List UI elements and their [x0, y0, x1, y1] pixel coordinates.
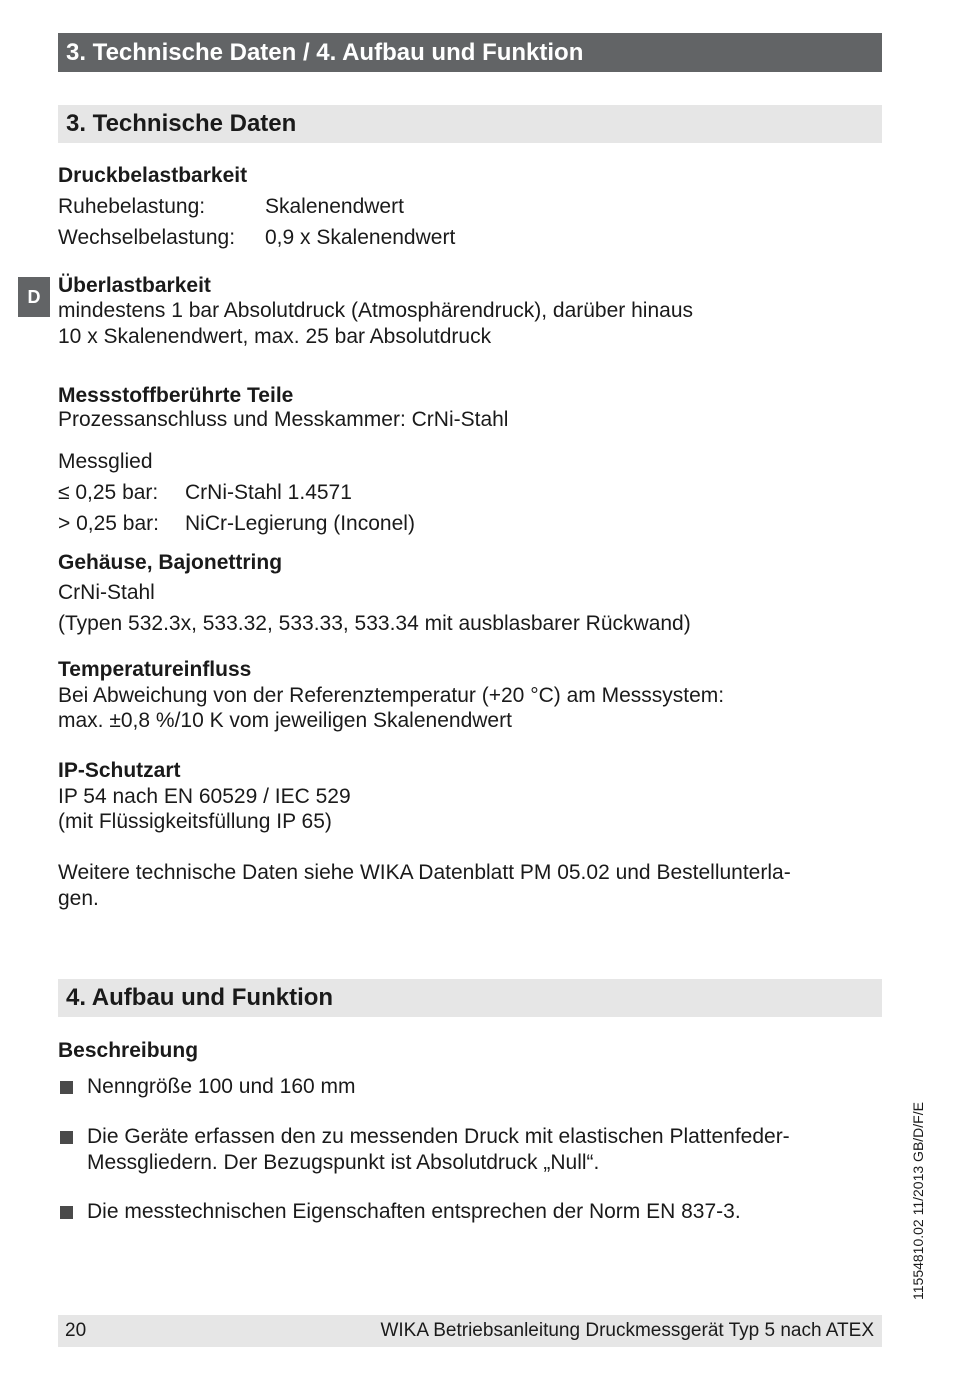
list-item-text: Die Geräte erfassen den zu messenden Druck mit elastischen Plattenfeder- Messgliedern. Der Bezugspunkt ist Absolutdruck „Null“. — [87, 1125, 790, 1174]
ueberlastbarkeit-text-2: 10 x Skalenendwert, max. 25 bar Absolutdruck — [58, 325, 492, 348]
page-footer — [58, 1315, 882, 1347]
document-code: 11554810.02 11/2013 GB/D/F/E — [910, 1102, 926, 1300]
ip-text-2: (mit Flüssigkeitsfüllung IP 65) — [58, 810, 332, 833]
list-item-text: Die messtechnischen Eigenschaften entsprechen der Norm EN 837-3. — [87, 1200, 741, 1223]
spec-value: NiCr-Legierung (Inconel) — [185, 512, 415, 535]
beschreibung-heading: Beschreibung — [58, 1039, 199, 1062]
square-bullet-icon — [60, 1206, 73, 1219]
spec-label: Wechselbelastung: — [58, 226, 236, 249]
square-bullet-icon — [60, 1131, 73, 1144]
section-3-title: 3. Technische Daten — [58, 105, 882, 143]
messstoff-heading: Messstoffberührte Teile — [58, 384, 294, 407]
temperatur-text-2: max. ±0,8 %/10 K vom jeweiligen Skalenendwert — [58, 709, 512, 732]
temperatur-heading: Temperatureinfluss — [58, 658, 252, 681]
messglied-label: Messglied — [58, 450, 153, 473]
ip-text-1: IP 54 nach EN 60529 / IEC 529 — [58, 785, 351, 808]
spec-label: ≤ 0,25 bar: — [58, 481, 159, 504]
temperatur-text-1: Bei Abweichung von der Referenztemperatur (+20 °C) am Messsystem: — [58, 684, 725, 707]
gehaeuse-text-2: (Typen 532.3x, 533.32, 533.33, 533.34 mit ausblasbarer Rückwand) — [58, 612, 691, 635]
spec-value: Skalenendwert — [265, 195, 404, 218]
list-item — [58, 1074, 882, 1100]
messglied-row-low — [58, 480, 352, 506]
spec-label: > 0,25 bar: — [58, 512, 159, 535]
weitere-text-1: Weitere technische Daten siehe WIKA Datenblatt PM 05.02 und Bestellunterla- — [58, 861, 791, 884]
list-item-text: Nenngröße 100 und 160 mm — [87, 1075, 356, 1098]
square-bullet-icon — [60, 1081, 73, 1094]
language-tab: D — [18, 277, 50, 317]
messstoff-text: Prozessanschluss und Messkammer: CrNi-Stahl — [58, 408, 509, 431]
page-number: 20 — [65, 1320, 87, 1341]
spec-value: 0,9 x Skalenendwert — [265, 226, 456, 249]
gehaeuse-text-1: CrNi-Stahl — [58, 581, 155, 604]
spec-row-wechselbelastung — [58, 225, 456, 251]
ip-heading: IP-Schutzart — [58, 759, 181, 782]
section-4-title: 4. Aufbau und Funktion — [58, 979, 882, 1017]
spec-label: Ruhebelastung: — [58, 195, 206, 218]
page-header-title: 3. Technische Daten / 4. Aufbau und Funktion — [58, 33, 882, 72]
ueberlastbarkeit-heading: Überlastbarkeit — [58, 274, 211, 297]
spec-value: CrNi-Stahl 1.4571 — [185, 481, 352, 504]
spec-row-ruhebelastung — [58, 194, 404, 220]
druckbelastbarkeit-heading: Druckbelastbarkeit — [58, 164, 248, 187]
messglied-row-high — [58, 511, 415, 537]
footer-title: WIKA Betriebsanleitung Druckmessgerät Typ 5 nach ATEX — [380, 1320, 874, 1341]
list-item — [58, 1199, 882, 1225]
weitere-text-2: gen. — [58, 887, 99, 910]
ueberlastbarkeit-text-1: mindestens 1 bar Absolutdruck (Atmosphärendruck), darüber hinaus — [58, 299, 694, 322]
gehaeuse-heading: Gehäuse, Bajonettring — [58, 551, 283, 574]
list-item — [58, 1124, 882, 1176]
